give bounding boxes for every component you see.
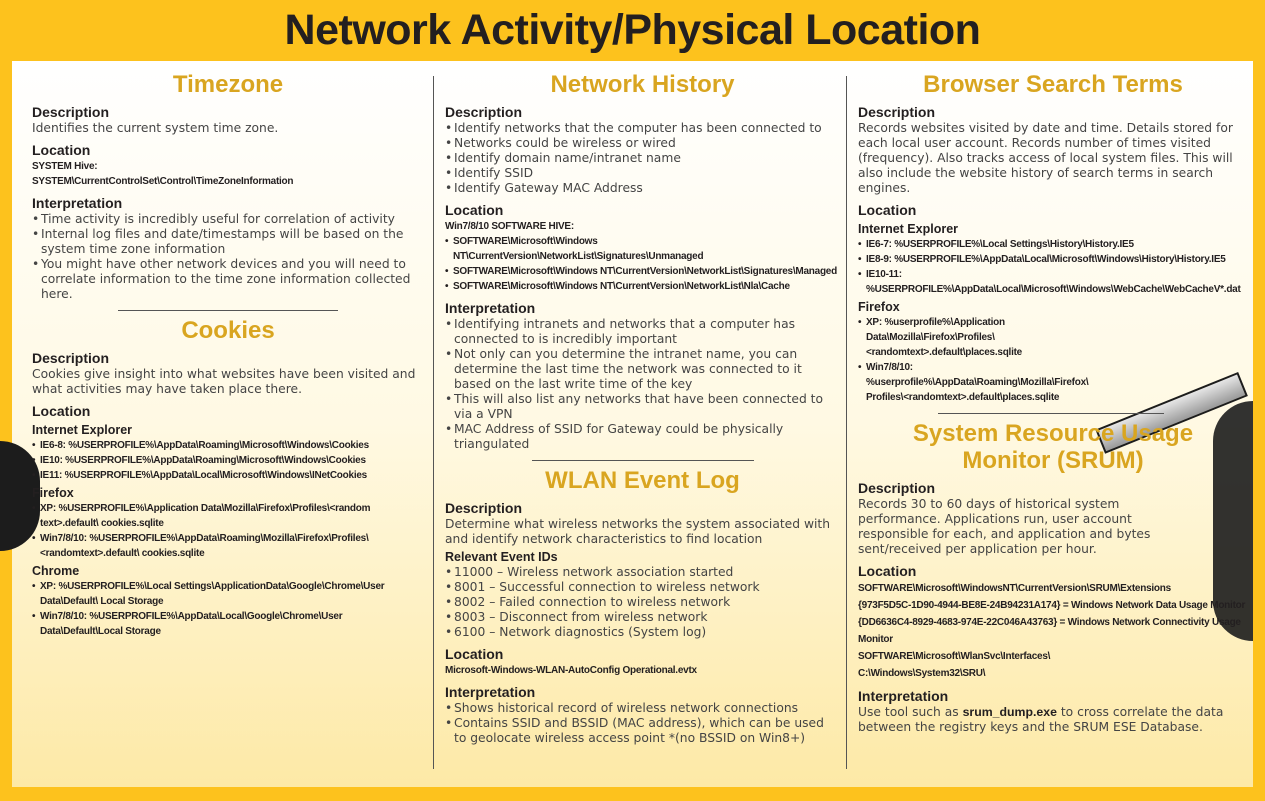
- page-title: Network Activity/Physical Location: [284, 6, 981, 54]
- browser-firefox-heading: Firefox: [858, 300, 900, 314]
- column-2: [445, 71, 840, 746]
- network-history-location-list: [445, 234, 840, 294]
- cookies-description: Cookies give insight into what websites have been visited and what activities may have taken place there.: [32, 367, 416, 396]
- list-item: • 8001 – Successful connection to wireless network: [445, 580, 840, 595]
- list-item: • IE6-7: %USERPROFILE%\Local Settings\History\History.IE5: [858, 237, 1248, 252]
- srum-location-line: C:\Windows\System32\SRU\: [858, 668, 986, 679]
- list-item: • Time activity is incredibly useful for correlation of activity: [32, 212, 424, 227]
- list-item: • 6100 – Network diagnostics (System log): [445, 625, 840, 640]
- timezone-description: Identifies the current system time zone.: [32, 121, 279, 135]
- timezone-interpretation-list: [32, 212, 424, 302]
- column-3: [858, 71, 1248, 735]
- list-item: • Win7/8/10: %userprofile%\AppData\Roaming\Mozilla\Firefox\ Profiles\<randomtext>.default\places.sqlite: [858, 360, 1118, 405]
- network-history-title: Network History: [550, 71, 735, 98]
- list-item: • Identify SSID: [445, 166, 840, 181]
- wlan-location: Microsoft-Windows-WLAN-AutoConfig Operational.evtx: [445, 665, 697, 676]
- browser-description-heading: Description: [858, 104, 936, 120]
- list-item: • Contains SSID and BSSID (MAC address), which can be used to geolocate wireless access point *(no BSSID on Win8+): [445, 716, 840, 746]
- srum-location-line: SOFTWARE\Microsoft\WlanSvc\Interfaces\: [858, 651, 1051, 662]
- cookies-firefox-list: [32, 501, 424, 561]
- wlan-location-heading: Location: [445, 646, 504, 662]
- wlan-events-heading: Relevant Event IDs: [445, 550, 558, 564]
- section-separator: [118, 310, 338, 311]
- cookies-location-heading: Location: [32, 403, 91, 419]
- srum-interpretation-post: to cross correlate the data between the registry keys and the SRUM ESE Database.: [858, 705, 1224, 734]
- network-history-location-intro: Win7/8/10 SOFTWARE HIVE:: [445, 221, 574, 232]
- srum-location-line: SOFTWARE\Microsoft\WindowsNT\CurrentVersion\SRUM\Extensions: [858, 583, 1171, 594]
- srum-location-line: {DD6636C4-8929-4683-974E-22C046A43763} = Windows Network Connectivity Usage Monitor: [858, 617, 1241, 645]
- srum-location-line: {973F5D5C-1D90-4944-BE8E-24B94231A174} = Windows Network Data Usage Monitor: [858, 600, 1246, 611]
- list-item: • XP: %USERPROFILE%\Application Data\Mozilla\Firefox\Profiles\<random text>.default\ cookies.sqlite: [32, 501, 424, 531]
- timezone-location-line: SYSTEM Hive:: [32, 161, 98, 172]
- list-item: • Win7/8/10: %USERPROFILE%\AppData\Roaming\Mozilla\Firefox\Profiles\<randomtext>.default\ cookies.sqlite: [32, 531, 424, 561]
- list-item: • Identifying intranets and networks that a computer has connected to is incredibly important: [445, 317, 840, 347]
- cookies-chrome-list: [32, 579, 424, 639]
- list-item: • IE6-8: %USERPROFILE%\AppData\Roaming\Microsoft\Windows\Cookies: [32, 438, 424, 453]
- srum-title: System Resource Usage Monitor (SRUM): [912, 420, 1194, 474]
- list-item: • IE8-9: %USERPROFILE%\AppData\Local\Microsoft\Windows\History\History.IE5: [858, 252, 1248, 267]
- cookies-title: Cookies: [181, 317, 275, 344]
- browser-ie-heading: Internet Explorer: [858, 222, 959, 236]
- browser-location-heading: Location: [858, 202, 917, 218]
- network-history-description-heading: Description: [445, 104, 523, 120]
- cookies-ie-list: [32, 438, 424, 483]
- srum-interpretation-pre: Use tool such as: [858, 705, 963, 719]
- list-item: • Identify domain name/intranet name: [445, 151, 840, 166]
- list-item: • You might have other network devices and you will need to correlate information to the time zone information collected here.: [32, 257, 424, 302]
- timezone-location-heading: Location: [32, 142, 91, 158]
- list-item: • Identify networks that the computer has been connected to: [445, 121, 840, 136]
- list-item: • 8003 – Disconnect from wireless network: [445, 610, 840, 625]
- list-item: • IE10-11: %USERPROFILE%\AppData\Local\Microsoft\Windows\WebCache\WebCacheV*.dat: [858, 267, 1248, 297]
- cookies-description-heading: Description: [32, 350, 110, 366]
- list-item: • This will also list any networks that have been connected to via a VPN: [445, 392, 840, 422]
- browser-description: Records websites visited by date and time. Details stored for each local user account. Records number of times visited (frequency). Also tracks access of local system files. This will also include the website history of search terms in search engines.: [858, 121, 1233, 195]
- section-separator: [532, 460, 754, 461]
- network-history-description-list: [445, 121, 840, 196]
- srum-description: Records 30 to 60 days of historical system performance. Applications run, user account responsible for each, and application and bytes sent/received per application per hour.: [858, 497, 1151, 556]
- column-1: [32, 71, 424, 639]
- column-divider-1: [433, 76, 434, 769]
- wlan-description: Determine what wireless networks the system associated with and identify network characteristics to find location: [445, 517, 831, 546]
- list-item: • Not only can you determine the intranet name, you can determine the last time the network was connected to it based on the last write time of the key: [445, 347, 840, 392]
- list-item: • Internal log files and date/timestamps will be based on the system time zone information: [32, 227, 424, 257]
- srum-tool-name: srum_dump.exe: [962, 705, 1057, 719]
- list-item: • IE11: %USERPROFILE%\AppData\Local\Microsoft\Windows\INetCookies: [32, 468, 424, 483]
- list-item: • Networks could be wireless or wired: [445, 136, 840, 151]
- timezone-interpretation-heading: Interpretation: [32, 195, 123, 211]
- list-item: • SOFTWARE\Microsoft\Windows NT\CurrentVersion\NetworkList\Nla\Cache: [445, 279, 840, 294]
- list-item: • IE10: %USERPROFILE%\AppData\Roaming\Microsoft\Windows\Cookies: [32, 453, 424, 468]
- srum-description-heading: Description: [858, 480, 936, 496]
- srum-location-heading: Location: [858, 563, 917, 579]
- cookies-ie-heading: Internet Explorer: [32, 423, 133, 437]
- wlan-interpretation-heading: Interpretation: [445, 684, 536, 700]
- wlan-description-heading: Description: [445, 500, 523, 516]
- list-item: • SOFTWARE\Microsoft\Windows NT\CurrentVersion\NetworkList\Signatures\Managed: [445, 264, 840, 279]
- list-item: • Identify Gateway MAC Address: [445, 181, 840, 196]
- wlan-events-list: [445, 565, 840, 640]
- list-item: • Shows historical record of wireless network connections: [445, 701, 840, 716]
- timezone-title: Timezone: [172, 71, 284, 98]
- section-separator: [938, 413, 1164, 414]
- srum-interpretation-heading: Interpretation: [858, 688, 949, 704]
- wlan-title: WLAN Event Log: [545, 467, 740, 494]
- srum-interpretation: [858, 705, 1248, 735]
- list-item: • Win7/8/10: %USERPROFILE%\AppData\Local\Google\Chrome\User Data\Default\Local Storage: [32, 609, 424, 639]
- list-item: • XP: %userprofile%\Application Data\Mozilla\Firefox\Profiles\ <randomtext>.default\places.sqlite: [858, 315, 1118, 360]
- timezone-description-heading: Description: [32, 104, 110, 120]
- network-history-interpretation-list: [445, 317, 840, 452]
- browser-search-title: Browser Search Terms: [923, 71, 1183, 98]
- browser-firefox-list: [858, 315, 1118, 405]
- network-history-location-heading: Location: [445, 202, 504, 218]
- browser-ie-list: [858, 237, 1248, 297]
- network-history-interpretation-heading: Interpretation: [445, 300, 536, 316]
- list-item: • XP: %USERPROFILE%\Local Settings\ApplicationData\Google\Chrome\User Data\Default\ Local Storage: [32, 579, 424, 609]
- wlan-interpretation-list: [445, 701, 840, 746]
- list-item: • 11000 – Wireless network association started: [445, 565, 840, 580]
- column-divider-2: [846, 76, 847, 769]
- timezone-location-line: SYSTEM\CurrentControlSet\Control\TimeZoneInformation: [32, 176, 294, 187]
- cookies-chrome-heading: Chrome: [32, 564, 80, 578]
- list-item: • MAC Address of SSID for Gateway could be physically triangulated: [445, 422, 840, 452]
- cookies-firefox-heading: Firefox: [32, 486, 74, 500]
- list-item: • 8002 – Failed connection to wireless network: [445, 595, 840, 610]
- list-item: • SOFTWARE\Microsoft\Windows NT\CurrentVersion\NetworkList\Signatures\Unmanaged: [445, 234, 840, 264]
